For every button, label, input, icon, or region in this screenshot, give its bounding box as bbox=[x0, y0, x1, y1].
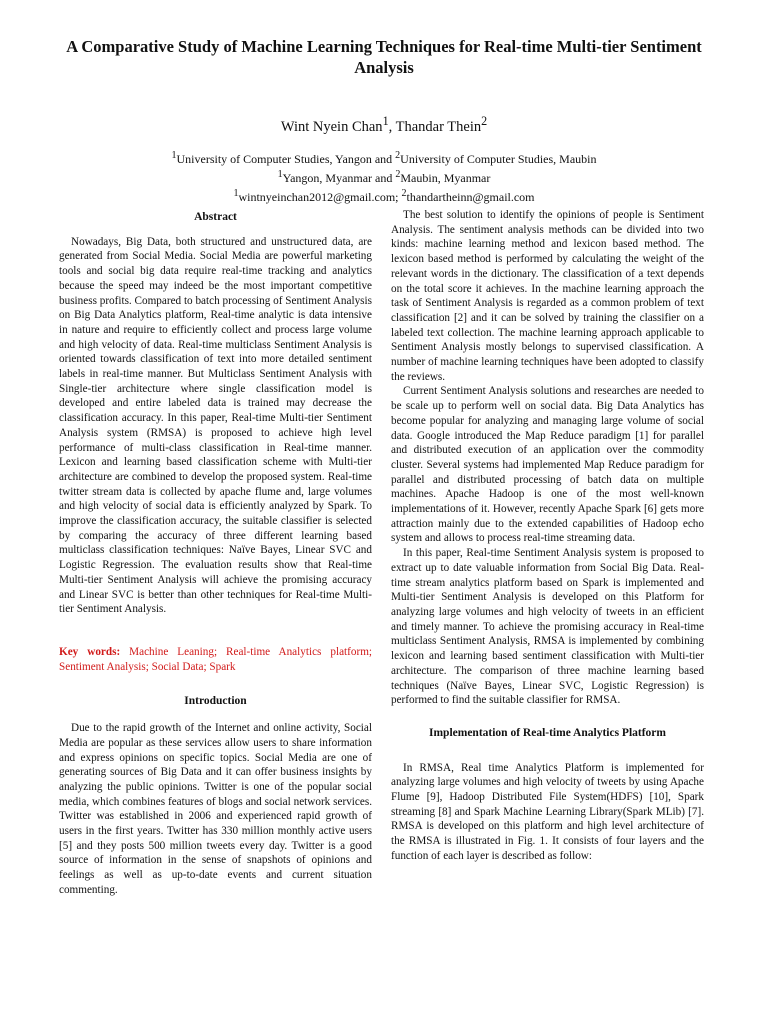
affil-text: University of Computer Studies, Yangon and bbox=[176, 152, 396, 166]
right-paragraph-1: The best solution to identify the opinions of people is Sentiment Analysis. The sentiment analysis methods can be divided into two kinds: machine learning method and lexicon based method. The lexicon based method is performed by calculating the weight of the relevant words in the dictionary. The classification of a text depends on the total score it achieves. In the machine learning approach the task of Sentiment Analysis is regarded as a common problem of text classification [2] and it can be solved by training the classifier on a labeled text collection. The machine learning approach applicable to Sentiment Analysis mostly belongs to supervised classification. A number of machine learning techniques have been adopted to classify the reviews. bbox=[391, 209, 704, 383]
affiliation-line-3 bbox=[60, 186, 708, 205]
right-column bbox=[391, 208, 704, 864]
right-paragraph-3: In this paper, Real-time Sentiment Analysis system is proposed to extract up to date valuable information from Social Big Data. Real-time stream analytics platform based on Spark is implemented and Multi-tier Sentiment Analysis is developed on this Platform for analyzing large volumes and high velocity of tweets in an efficient and timely manner. To achieve the promising accuracy in Real-time multiclass Sentiment Analysis, RMSA is implemented by combining lexicon and learning based sentiment classification with Multi-tier architecture. The comparison of three machine learning based techniques (Naïve Bayes, Linear SVC, Logistic Regression) is performed to find the suitable classifier for RMSA. bbox=[391, 547, 704, 707]
affil-sup: 1 bbox=[233, 188, 239, 199]
author-2: Thandar Thein bbox=[395, 118, 482, 135]
left-column bbox=[59, 208, 372, 898]
introduction-paragraph: Due to the rapid growth of the Internet and online activity, Social Media are popular as these services allow users to share information and express opinions on specific topics. Social Media are one of generating sources of Big Data and it can offer business insights by analyzing the public opinions. Twitter is one of the popular social media, which combines features of blogs and social network services. Twitter was established in 2006 and experienced rapid growth of users in the first years. Twitter has 330 million monthly active users [5] and they posts 500 million tweets every day. Twitter is a good source of information in the sense of snapshots of opinions and feelings as well as up-to-date events and current situation commenting. bbox=[59, 722, 372, 896]
implementation-heading: Implementation of Real-time Analytics Platform bbox=[429, 726, 666, 739]
keywords-text: Machine Leaning; Real-time Analytics platform; Sentiment Analysis; Social Data; Spark bbox=[59, 645, 372, 673]
keywords bbox=[59, 645, 372, 674]
author-2-sup: 2 bbox=[481, 114, 488, 128]
affil-text: Yangon, Myanmar and bbox=[282, 171, 396, 185]
email-text: wintnyeinchan2012@gmail.com; bbox=[238, 190, 402, 204]
affil-sup: 2 bbox=[395, 150, 401, 161]
right-paragraph-4: In RMSA, Real time Analytics Platform is implemented for analyzing large volumes and high velocity of tweets by using Apache Flume [9], Hadoop Distributed File System(HDFS) [10], Spark streaming [8] and Spark Machine Learning Library(Spark MLib) [7]. RMSA is developed on this platform and high level architecture of the RMSA is illustrated in Fig. 1. It consists of four layers and the function of each layer is described as follow: bbox=[391, 761, 704, 862]
affiliation-line-2 bbox=[60, 167, 708, 186]
affil-sup: 1 bbox=[171, 150, 177, 161]
author-1-sup: 1 bbox=[382, 114, 389, 128]
affil-sup: 2 bbox=[395, 169, 401, 180]
affil-sup: 1 bbox=[277, 169, 283, 180]
right-paragraph-2: Current Sentiment Analysis solutions and researches are needed to be scale up to perform well on social data. Big Data Analytics has become popular for analyzing and managing large volume of social data. Google introduced the Map Reduce paradigm [1] for parallel and distributed execution of an application over the commodity cluster. Several systems had implemented Map Reduce paradigm for parallel and distributed processing of batch data on multiple machines. Apache Hadoop is one of the most well-known implementations of it. However, recently Apache Spark [6] gets more attraction mainly due to the extended capabilities of Hadoop echo system and allows to process real-time streaming data. bbox=[391, 385, 704, 545]
author-separator: , bbox=[388, 118, 396, 135]
affil-sup: 2 bbox=[401, 188, 407, 199]
keywords-label: Key words: bbox=[59, 645, 121, 658]
paper-title: A Comparative Study of Machine Learning Techniques for Real-time Multi-tier Sentiment Analysis bbox=[66, 37, 702, 77]
introduction-heading: Introduction bbox=[184, 695, 247, 708]
author-1: Wint Nyein Chan bbox=[280, 118, 383, 135]
email-text: thandartheinn@gmail.com bbox=[406, 190, 535, 204]
abstract-text: Nowadays, Big Data, both structured and unstructured data, are generated from Social Media. Social Media are powerful marketing tools and social big data require real-time tracking and analytics because the speed may indeed be the most important competitive business profits. Compared to batch processing of Sentiment Analysis on Big Data Analytics platform, Real-time analytic is data intensive in nature and require to efficiently collect and process large volume and high velocity of data. Real-time multiclass Sentiment Analysis is oriented towards classification of text into more detailed sentiment labels in real-time manner. But Multiclass Sentiment Analysis with Single-tier architecture where single classification model is developed and entire labeled data is trained may decrease the classification accuracy. In this paper, Real-time Multi-tier Sentiment Analysis system (RMSA) is proposed to achieve high level performance of multi-class classification in Real-time manner. Lexicon and learning based classification scheme with Multi-tier architecture are combined to develop the proposed system. Real-time twitter stream data is collected by apache flume and, large volumes and high velocity of social data is efficiently analyzed by Spark. To improve the classification accuracy, the suitable classifier is selected by comparing the accuracy of three different learning based multiclass classification techniques: Naïve Bayes, Linear SVC and Logistic Regression. The evaluation results show that Real-time Multi-tier Sentiment Analysis will achieve the promising accuracy and Linear SVC is better than other techniques for Real-time Multi-tier Sentiment Analysis. bbox=[59, 235, 372, 616]
affiliation-line-1 bbox=[60, 148, 708, 167]
author-line bbox=[60, 114, 708, 136]
affil-text: Maubin, Myanmar bbox=[400, 171, 491, 185]
affil-text: University of Computer Studies, Maubin bbox=[400, 152, 597, 166]
affiliations bbox=[60, 148, 708, 205]
abstract-heading: Abstract bbox=[194, 211, 237, 223]
